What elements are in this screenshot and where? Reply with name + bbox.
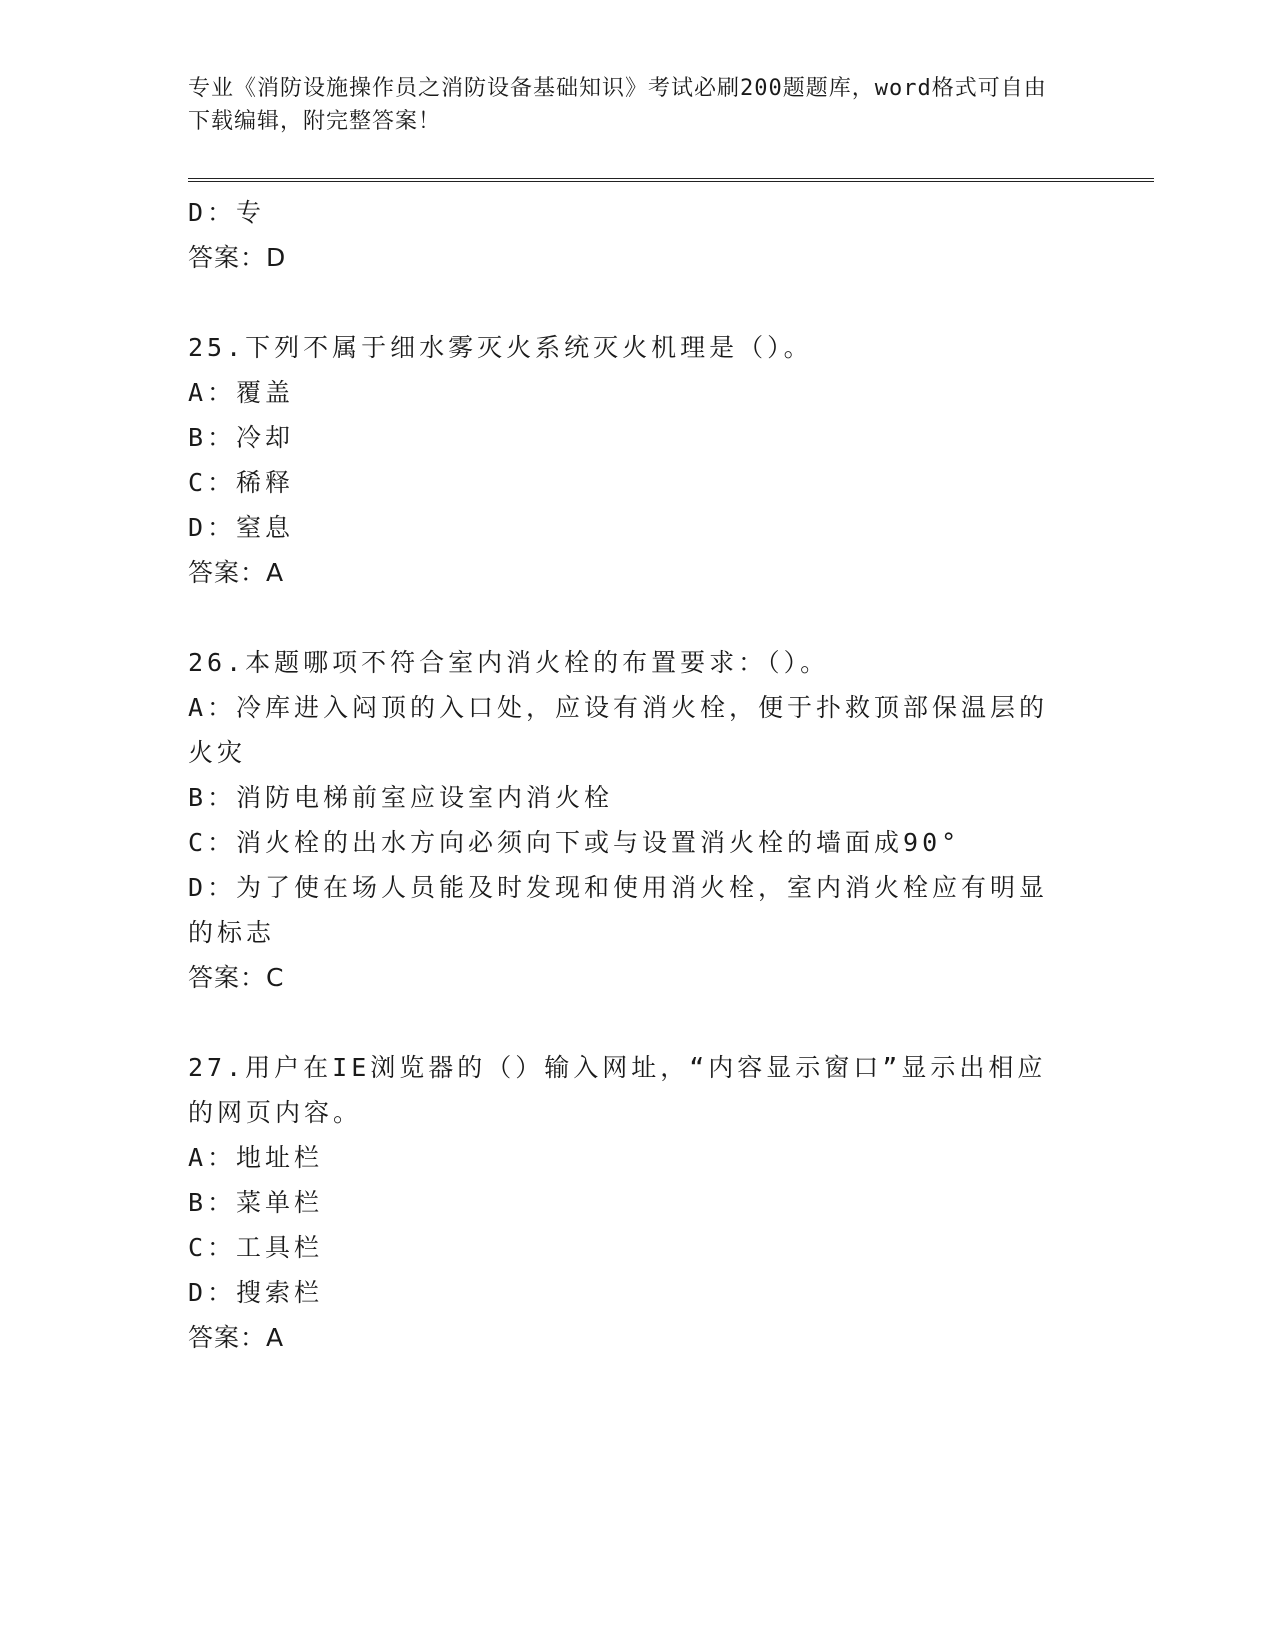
- option-a: A：冷库进入闷顶的入口处，应设有消火栓，便于扑救顶部保温层的火灾: [188, 693, 1049, 767]
- option-c: C：消火栓的出水方向必须向下或与设置消火栓的墙面成90°: [188, 828, 961, 857]
- question-stem: 25.下列不属于细水雾灭火系统灭火机理是（）。: [188, 333, 813, 362]
- option-a: A：地址栏: [188, 1143, 324, 1172]
- question-27: [188, 1045, 1088, 1360]
- option-b: B：冷却: [188, 423, 295, 452]
- answer-line: 答案：A: [188, 1323, 285, 1352]
- question-26: [188, 640, 1088, 1000]
- option-a: A：覆盖: [188, 378, 295, 407]
- spacer: [188, 595, 1088, 640]
- option-d: D：专: [188, 198, 266, 227]
- spacer: [188, 1000, 1088, 1045]
- document-header: 专业《消防设施操作员之消防设备基础知识》考试必刷200题题库，word格式可自由下载编辑，附完整答案！: [188, 76, 1047, 134]
- spacer: [188, 280, 1088, 325]
- option-c: C：工具栏: [188, 1233, 324, 1262]
- option-c: C：稀释: [188, 468, 295, 497]
- question-25: [188, 325, 1088, 595]
- question-24-tail: [188, 190, 1088, 280]
- answer-line: 答案：D: [188, 243, 287, 272]
- answer-line: 答案：C: [188, 963, 285, 992]
- header-divider: [188, 178, 1154, 182]
- option-d: D：为了使在场人员能及时发现和使用消火栓，室内消火栓应有明显的标志: [188, 873, 1049, 947]
- option-d: D：搜索栏: [188, 1278, 324, 1307]
- question-stem: 27.用户在IE浏览器的（）输入网址，“内容显示窗口”显示出相应的网页内容。: [188, 1053, 1047, 1127]
- option-b: B：菜单栏: [188, 1188, 324, 1217]
- answer-line: 答案：A: [188, 558, 285, 587]
- option-d: D：窒息: [188, 513, 295, 542]
- question-stem: 26.本题哪项不符合室内消火栓的布置要求：（）。: [188, 648, 830, 677]
- document-content: [188, 190, 1088, 1360]
- option-b: B：消防电梯前室应设室内消火栓: [188, 783, 614, 812]
